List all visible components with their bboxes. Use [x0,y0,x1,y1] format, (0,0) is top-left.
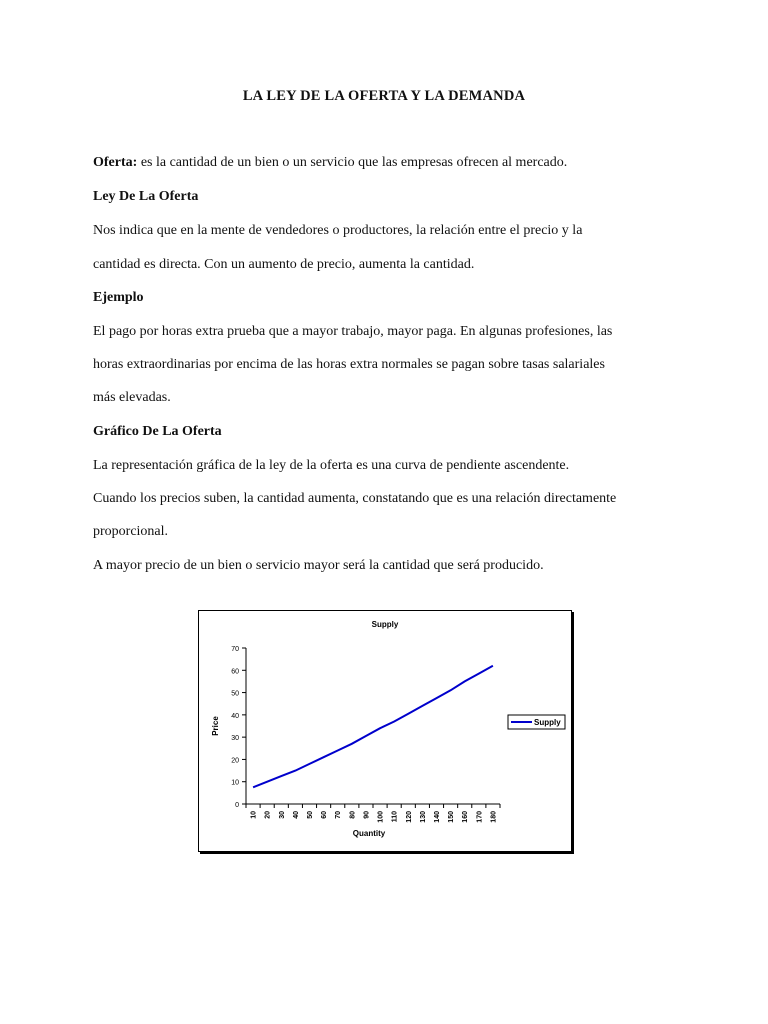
y-tick-label: 20 [231,757,239,765]
x-tick-label: 20 [264,811,272,819]
supply-chart [198,610,572,852]
x-tick-label: 120 [405,811,413,823]
x-tick-label: 180 [490,811,498,823]
supply-chart-svg [199,611,571,851]
y-tick-label: 70 [231,646,239,653]
x-tick-label: 30 [278,811,286,819]
x-tick-label: 90 [363,811,371,819]
x-tick-label: 50 [307,811,314,819]
plot-area [231,646,500,823]
heading-ejemplo: Ejemplo [93,290,144,305]
legend-label: Supply [534,718,561,727]
y-tick-label: 60 [231,668,239,676]
y-tick-label: 0 [235,802,239,809]
x-tick-label: 150 [448,811,456,823]
x-tick-label: 170 [476,811,484,823]
x-tick-label: 110 [391,811,399,823]
heading-grafico-de-la-oferta: Gráfico De La Oferta [93,424,222,439]
oferta-term: Oferta: [93,155,138,170]
oferta-definition-text: es la cantidad de un bien o un servicio que las empresas ofrecen al mercado. [137,155,568,170]
x-axis-label: Quantity [352,829,386,838]
x-tick-label: 130 [419,811,427,823]
x-tick-label: 100 [377,811,385,823]
ejemplo-paragraph-line-1: El pago por horas extra prueba que a mayor trabajo, mayor paga. En algunas profesiones, las [93,324,613,339]
y-tick-label: 50 [231,690,239,698]
grafico-paragraph-line-4: A mayor precio de un bien o servicio mayor será la cantidad que será producido. [93,558,544,573]
ejemplo-paragraph-line-2: horas extraordinarias por encima de las horas extra normales se pagan sobre tasas salariales [93,357,605,372]
legend [508,715,565,729]
y-tick-label: 10 [231,779,239,787]
x-tick-label: 10 [250,811,258,819]
oferta-definition [93,155,567,171]
grafico-paragraph-line-1: La representación gráfica de la ley de la oferta es una curva de pendiente ascendente. [93,458,570,473]
supply-series-line [253,666,493,788]
ley-paragraph-line-2: cantidad es directa. Con un aumento de precio, aumenta la cantidad. [93,257,475,272]
y-tick-label: 30 [231,735,239,743]
ley-paragraph-line-1: Nos indica que en la mente de vendedores o productores, la relación entre el precio y la [93,223,583,238]
y-axis-label: Price [211,716,220,736]
ejemplo-paragraph-line-3: más elevadas. [93,390,171,405]
y-tick-label: 40 [231,712,239,720]
x-tick-label: 140 [434,811,441,823]
x-tick-label: 80 [349,811,357,819]
x-tick-label: 160 [462,811,470,823]
x-tick-label: 70 [335,811,343,819]
document-title: LA LEY DE LA OFERTA Y LA DEMANDA [242,88,526,104]
chart-title: Supply [371,620,399,629]
x-tick-label: 40 [292,811,300,819]
x-tick-label: 60 [321,811,329,819]
heading-ley-de-la-oferta: Ley De La Oferta [93,189,199,204]
grafico-paragraph-line-2: Cuando los precios suben, la cantidad aumenta, constatando que es una relación directamente [93,491,617,506]
grafico-paragraph-line-3: proporcional. [93,524,169,539]
